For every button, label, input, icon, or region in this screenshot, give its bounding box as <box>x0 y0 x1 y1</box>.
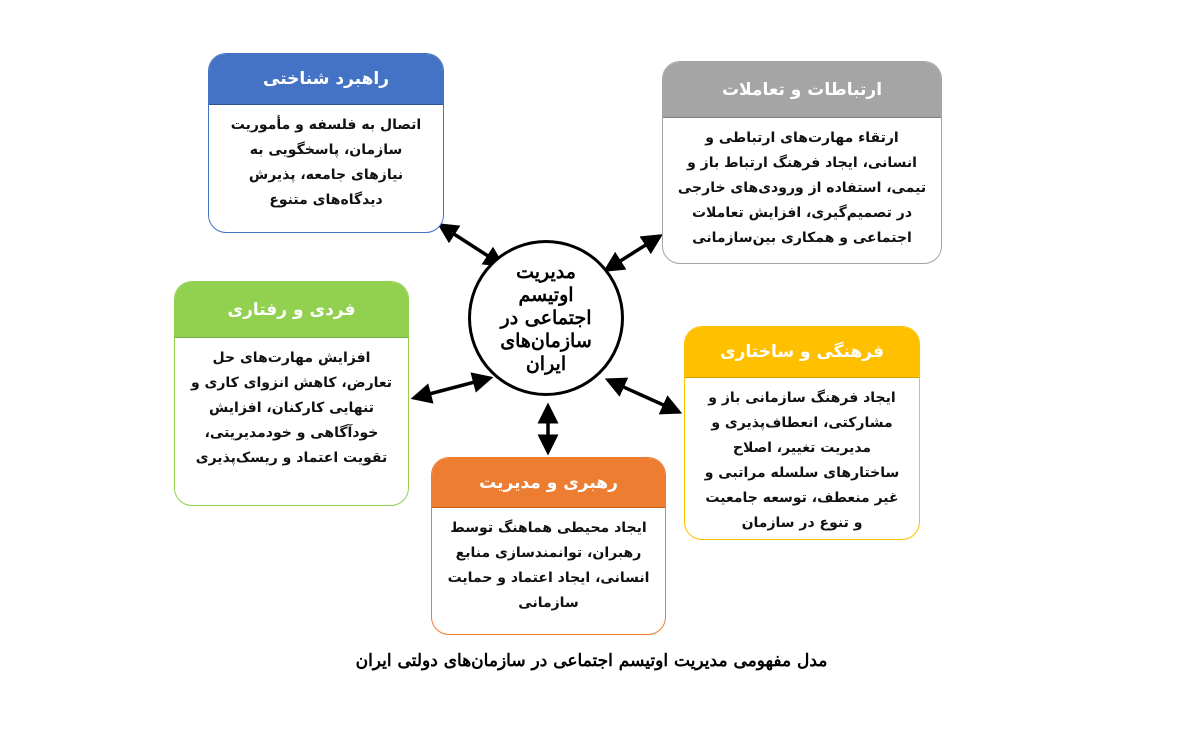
box-cognitive-strategy-text: اتصال به فلسفه و مأموریت سازمان، پاسخگویی به نیازهای جامعه، پذیرش دیدگاه‌های متنوع <box>230 117 422 208</box>
box-cultural-structural <box>684 326 920 540</box>
box-communication <box>662 61 942 264</box>
box-communication-text: ارتقاء مهارت‌های ارتباطی و انسانی، ایجاد فرهنگ ارتباط باز و تیمی، استفاده از ورودی‌های خارجی در تصمیم‌گیری، افزایش تعاملات اجتماعی و همکاری بین‌سازمانی <box>677 130 927 246</box>
box-cognitive-strategy-title: راهبرد شناختی <box>209 54 443 105</box>
box-cultural-structural-text: ایجاد فرهنگ سازمانی باز و مشارکتی، انعطاف‌پذیری و مدیریت تغییر، اصلاح ساختارهای سلسله مراتبی و غیر منعطف، توسعه جامعیت و تنوع در سازمان <box>704 390 900 531</box>
box-cognitive-strategy <box>208 53 444 233</box>
box-individual-behavioral-text: افزایش مهارت‌های حل تعارض، کاهش انزوای کاری و تنهایی کارکنان، افزایش خودآگاهی و خودمدیریتی، تقویت اعتماد و ریسک‌پذیری <box>190 350 393 466</box>
arrow-center-farhangi <box>608 380 679 412</box>
arrow-center-rahbord <box>440 225 502 265</box>
center-title: مدیریت اوتیسم اجتماعی در سازمان‌های ایران <box>500 260 592 375</box>
arrow-center-ertebatat <box>606 236 660 270</box>
box-individual-behavioral <box>174 281 409 506</box>
box-leadership-management <box>431 457 666 635</box>
box-individual-behavioral-title: فردی و رفتاری <box>175 282 408 338</box>
figure-caption: مدل مفهومی مدیریت اوتیسم اجتماعی در سازمان‌های دولتی ایران <box>355 651 828 671</box>
center-circle <box>468 240 624 396</box>
box-communication-title: ارتباطات و تعاملات <box>663 62 941 118</box>
box-leadership-management-title: رهبری و مدیریت <box>432 458 665 508</box>
box-cultural-structural-title: فرهنگی و ساختاری <box>685 327 919 378</box>
arrow-center-fardi <box>414 378 490 398</box>
box-leadership-management-text: ایجاد محیطی هماهنگ توسط رهبران، توانمندسازی منابع انسانی، ایجاد اعتماد و حمایت سازمانی <box>447 520 650 611</box>
